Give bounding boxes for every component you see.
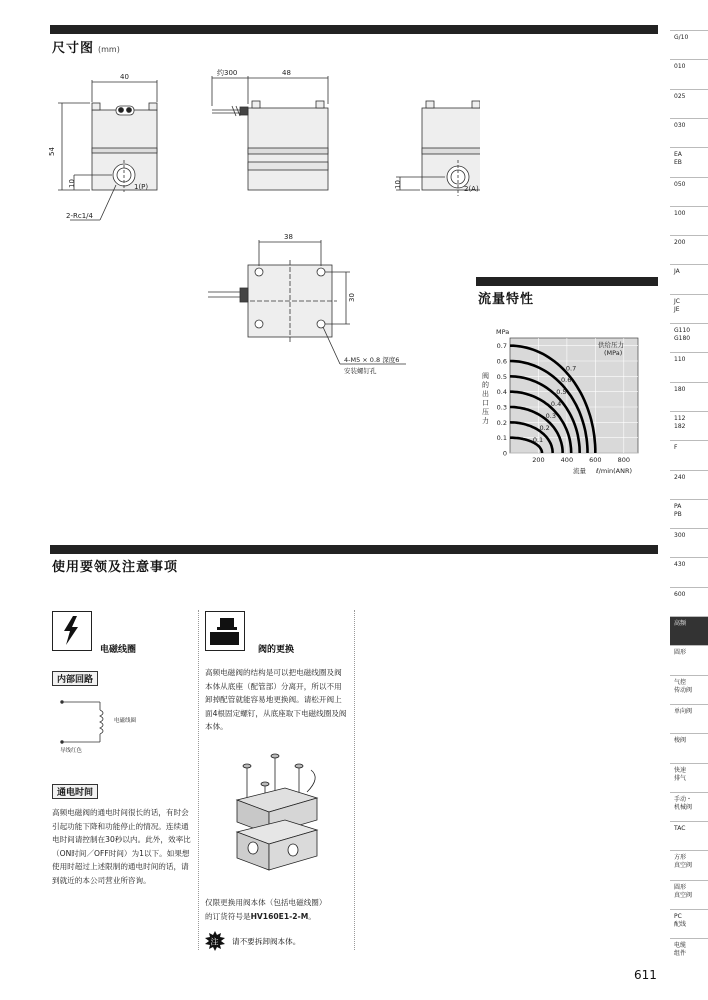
section-bar-dimensions <box>50 25 658 34</box>
dim-top-width: 38 <box>284 233 293 241</box>
order-text-3: 。 <box>308 911 316 921</box>
y-tick-label: 0.5 <box>496 372 507 381</box>
series-label-0.7: 0.7 <box>565 364 577 373</box>
y-axis-label-char: 出 <box>482 390 489 398</box>
x-tick-label: 400 <box>560 456 574 464</box>
y-axis-label-char: 阀 <box>482 372 489 380</box>
valve-replace-icon <box>205 611 245 651</box>
caution-mark: 注 <box>210 937 219 947</box>
dim-back-port-label: 2(A) <box>464 185 479 193</box>
sidebar-item-25[interactable]: 快速 排气 <box>670 763 708 792</box>
sidebar-item-15[interactable]: 240 <box>670 470 708 499</box>
y-axis-label-char: 压 <box>482 408 489 416</box>
order-note <box>205 896 355 923</box>
sidebar-item-7[interactable]: 200 <box>670 235 708 264</box>
sidebar-item-3[interactable]: 030 <box>670 118 708 147</box>
sidebar-item-6[interactable]: 100 <box>670 206 708 235</box>
page-number: 611 <box>634 968 657 982</box>
series-label-0.1: 0.1 <box>532 436 544 445</box>
dim-top-screw-note: 4-M5 × 0.8 深度6 <box>344 356 400 364</box>
dim-front-port-label: 1(P) <box>134 183 149 191</box>
sidebar-item-1[interactable]: 010 <box>670 59 708 88</box>
dimensions-title: 尺寸图 (mm) <box>52 41 120 56</box>
usage-title: 使用要领及注意事项 <box>52 560 179 575</box>
series-label-0.6: 0.6 <box>561 376 572 385</box>
x-tick-label: 600 <box>589 456 602 464</box>
circuit-label: 内部回路 <box>52 671 98 686</box>
sidebar-item-27[interactable]: TAC <box>670 821 708 850</box>
dimension-drawings <box>40 60 480 380</box>
energize-label: 通电时间 <box>52 784 98 799</box>
y-tick-label: 0 <box>502 449 507 458</box>
coil-icon <box>52 611 92 651</box>
y-axis-label-char: 的 <box>482 381 489 389</box>
x-tick-label: 200 <box>532 456 545 464</box>
sidebar-item-23[interactable]: 单向阀 <box>670 704 708 733</box>
coil-heading: 电磁线圈 <box>100 645 137 655</box>
order-text-1: 仅限更换用阀本体（包括电磁线圈） <box>205 898 327 907</box>
dim-front-width: 40 <box>120 73 129 81</box>
sidebar-item-24[interactable]: 梭阀 <box>670 733 708 762</box>
sidebar-item-11[interactable]: 110 <box>670 352 708 381</box>
y-tick-label: 0.2 <box>496 418 507 427</box>
flow-chart <box>470 318 660 486</box>
dim-side-lead: 约300 <box>217 69 238 77</box>
x-axis-label: 流量 <box>573 467 586 475</box>
sidebar-item-17[interactable]: 300 <box>670 528 708 557</box>
sidebar-item-5[interactable]: 050 <box>670 177 708 206</box>
series-label-0.4: 0.4 <box>550 400 562 409</box>
sidebar-item-2[interactable]: 025 <box>670 89 708 118</box>
sidebar-item-22[interactable]: 气控 传动阀 <box>670 675 708 704</box>
sidebar-item-26[interactable]: 手动・ 机械阀 <box>670 792 708 821</box>
y-unit-label: MPa <box>496 328 510 336</box>
y-axis-label-char: 口 <box>482 399 489 407</box>
y-tick-label: 0.4 <box>496 388 507 397</box>
y-tick-label: 0.7 <box>496 342 507 351</box>
coil-label: 电磁线圈 <box>114 718 137 724</box>
sidebar-item-12[interactable]: 180 <box>670 382 708 411</box>
dim-top-screw-note2: 安装螺钉孔 <box>344 367 377 375</box>
sidebar-item-9[interactable]: JC JE <box>670 294 708 323</box>
coil-text: 高频电磁阀的通电时间很长的话，有时会引起功能下降和功能停止的情况。连续通电时间请控制在30秒以内。此外，效率比（ON时间／OFF时间）为1以下。如果想使用时超过上述限制的通电时间的话，请到就近的本公司营业所咨询。 <box>52 808 191 885</box>
x-unit-label: ℓ/min(ANR) <box>596 467 633 475</box>
legend-title: 供给压力 <box>598 341 624 349</box>
sidebar-item-21[interactable]: 圆形 <box>670 645 708 674</box>
dim-back-port-offset: 10 <box>394 180 402 189</box>
y-tick-label: 0.3 <box>496 403 507 412</box>
sidebar-item-8[interactable]: JA <box>670 264 708 293</box>
flow-title: 流量特性 <box>478 292 535 307</box>
dim-side-length: 48 <box>282 69 291 77</box>
sidebar-item-20[interactable]: 高频 <box>670 616 708 645</box>
caution-text: 请不要拆卸阀本体。 <box>232 937 301 946</box>
sidebar-item-10[interactable]: G110 G180 <box>670 323 708 352</box>
legend-unit: (MPa) <box>604 349 623 357</box>
x-tick-label: 800 <box>617 456 630 464</box>
series-label-0.2: 0.2 <box>539 424 550 433</box>
order-code: HV160E1-2-M <box>250 911 309 921</box>
wire-label: 导线红色 <box>60 748 83 754</box>
replace-heading: 阀的更换 <box>258 645 295 655</box>
dim-front-height: 54 <box>48 147 56 156</box>
sidebar-item-28[interactable]: 方形 真空阀 <box>670 850 708 879</box>
sidebar-item-19[interactable]: 600 <box>670 587 708 616</box>
series-label-0.5: 0.5 <box>556 388 567 397</box>
sidebar-item-14[interactable]: F <box>670 440 708 469</box>
sidebar-item-0[interactable]: G/10 <box>670 30 708 59</box>
circuit-diagram <box>56 694 176 754</box>
dim-front-port-offset: 10 <box>68 179 76 188</box>
sidebar-item-18[interactable]: 430 <box>670 557 708 586</box>
dimensions-unit: (mm) <box>98 45 120 54</box>
sidebar-item-31[interactable]: 电缆 组件 <box>670 938 708 967</box>
dim-top-depth: 30 <box>348 293 356 302</box>
sidebar-item-16[interactable]: PA PB <box>670 499 708 528</box>
replace-text: 高频电磁阀的结构是可以把电磁线圈及阀本体从底座（配管部）分离开，所以不用卸掉配管就能容易地更换阀。请松开阀上面4根固定螺钉，从底座取下电磁线圈及阀本体。 <box>205 668 347 731</box>
sidebar-item-13[interactable]: 112 182 <box>670 411 708 440</box>
dim-front-port-spec: 2-Rc1/4 <box>66 212 93 220</box>
y-axis-label-char: 力 <box>482 417 489 425</box>
y-tick-label: 0.6 <box>496 357 507 366</box>
valve-exploded-illustration <box>225 752 335 880</box>
caution-icon <box>205 931 225 951</box>
sidebar-item-4[interactable]: EA EB <box>670 147 708 176</box>
sidebar-item-30[interactable]: PC 配线 <box>670 909 708 938</box>
column-divider-1 <box>198 610 199 950</box>
section-bar-flow <box>476 277 658 286</box>
sidebar-item-29[interactable]: 圆形 真空阀 <box>670 880 708 909</box>
series-label-0.3: 0.3 <box>545 412 556 421</box>
order-text-2: 的订货符号是 <box>205 911 251 921</box>
section-bar-usage <box>50 545 658 554</box>
y-tick-label: 0.1 <box>496 434 507 443</box>
